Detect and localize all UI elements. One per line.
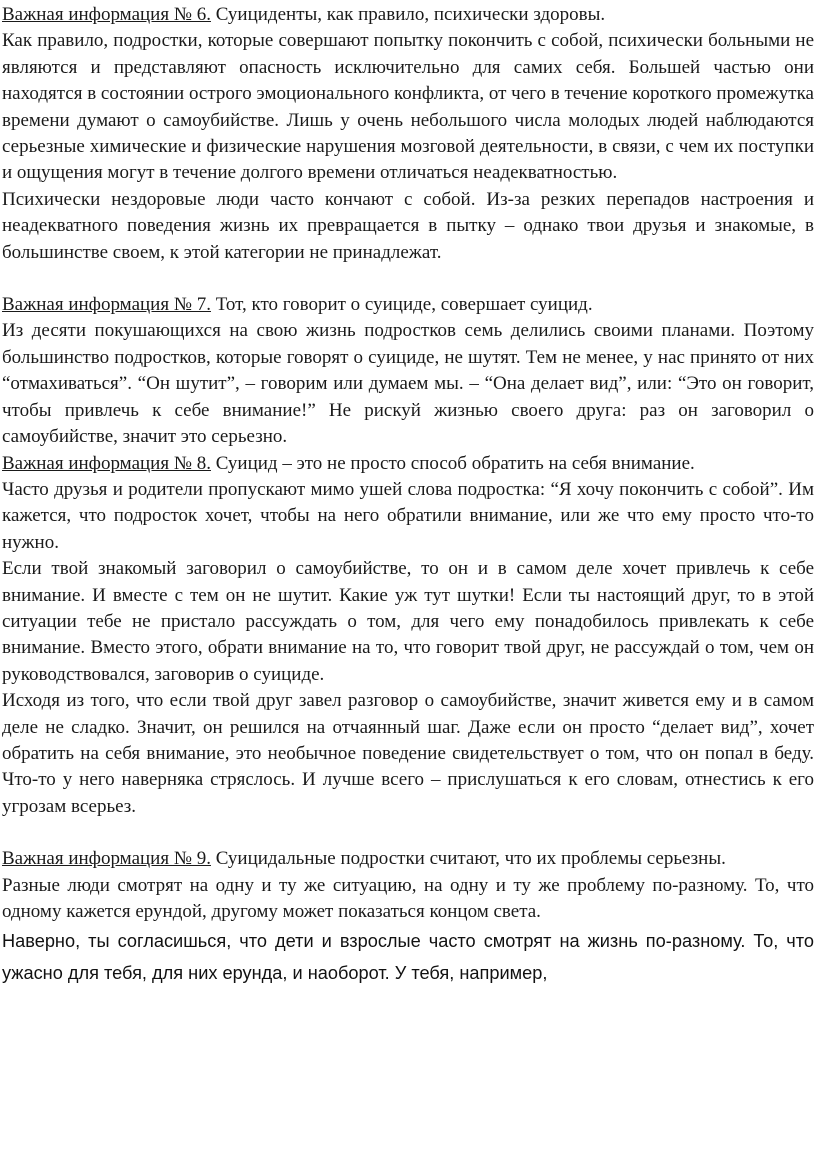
section-6-heading: Важная информация № 6. [2, 4, 211, 25]
section-6-paragraph-1: Как правило, подростки, которые совершают попытку покончить с собой, психически больными не являются и представляют опасность исключительно для самих себя. Большей частью они находятся в состоянии острого эмоционального конфликта, от чего в течение короткого промежутка времени думают о самоубийстве. Лишь у очень небольшого числа молодых людей наблюдаются серьезные химические и физические нарушения мозговой деятельности, в связи, с чем их поступки и ощущения могут в течение долгого времени отличаться неадекватностью. [2, 30, 814, 184]
section-8 [2, 451, 814, 821]
section-8-paragraph-1: Часто друзья и родители пропускают мимо ушей слова подростка: “Я хочу покончить с собой”. Им кажется, что подросток хочет, чтобы на него обратили внимание, или же что ему просто что-то нужно. [2, 478, 814, 553]
section-9-paragraph-1: Разные люди смотрят на одну и ту же ситуацию, на одну и ту же проблему по-разному. То, что одному кажется ерундой, другому может показаться концом света. [2, 874, 814, 922]
section-9-heading: Важная информация № 9. [2, 848, 211, 870]
section-6-title-line [2, 2, 814, 28]
section-9 [2, 846, 814, 989]
section-8-heading: Важная информация № 8. [2, 452, 211, 474]
section-6-paragraph-2: Психически нездоровые люди часто кончают с собой. Из-за резких перепадов настроения и неадекватного поведения жизнь их превращается в пытку – однако твои друзья и знакомые, в большинстве своем, к этой категории не принадлежат. [2, 188, 814, 263]
section-8-paragraph-3: Исходя из того, что если твой друг завел разговор о самоубийстве, значит живется ему и в самом деле не сладко. Значит, он решился на отчаянный шаг. Даже если он просто “делает вид”, хочет обратить на себя внимание, это необычное поведение свидетельствует о том, что он попал в беду. Что-то у него наверняка стряслось. И лучше всего – прислушаться к его словам, отнестись к его угрозам всерьез. [2, 690, 814, 817]
section-7-heading: Важная информация № 7. [2, 294, 211, 316]
section-7-title-line [2, 292, 814, 318]
section-7-paragraph-1: Из десяти покушающихся на свою жизнь подростков семь делились своими планами. Поэтому большинство подростков, которые говорят о суициде, не шутят. Тем не менее, у нас принято от них “отмахиваться”. “Он шутит”, – говорим или думаем мы. – “Она делает вид”, или: “Это он говорит, чтобы привлечь к себе внимание!” Не рискуй жизнью своего друга: раз он заговорил о самоубийстве, значит это серьезно. [2, 320, 814, 448]
section-6 [2, 2, 814, 266]
blank-line [2, 820, 814, 846]
section-9-title-line [2, 846, 814, 872]
blank-line [2, 266, 814, 292]
section-8-title: Суицид – это не просто способ обратить на себя внимание. [210, 452, 695, 474]
section-8-paragraph-2: Если твой знакомый заговорил о самоубийстве, то он и в самом деле хочет привлечь к себе внимание. И вместе с тем он не шутит. Какие уж тут шутки! Если ты настоящий друг, то в этой ситуации тебе не пристало рассуждать о том, для чего ему понадобилось привлекать к себе внимание. Вместо этого, обрати внимание на то, что говорит твой друг, не рассуждай о том, чем он руководствовался, заговорив о суициде. [2, 558, 814, 685]
section-7-title: Тот, кто говорит о суициде, совершает суицид. [210, 294, 593, 316]
section-6-title: Суициденты, как правило, психически здоровы. [210, 4, 606, 25]
section-9-continuation: Наверно, ты согласишься, что дети и взрослые часто смотрят на жизнь по-разному. То, что ужасно для тебя, для них ерунда, и наоборот. У тебя, например, [2, 931, 814, 984]
section-8-title-line [2, 451, 814, 477]
section-7 [2, 292, 814, 450]
section-9-title: Суицидальные подростки считают, что их проблемы серьезны. [210, 848, 726, 870]
